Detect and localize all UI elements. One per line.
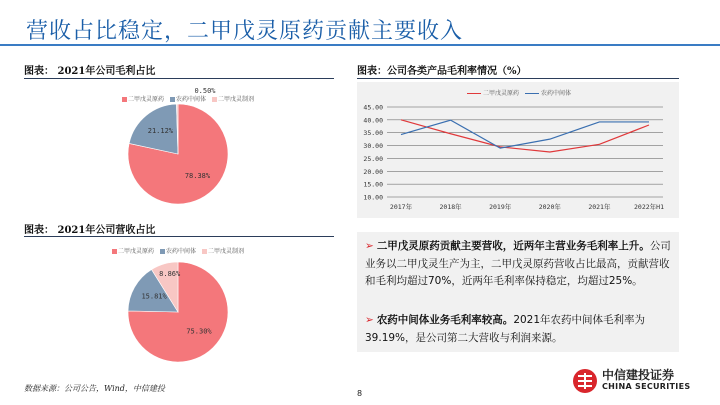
y-tick-label: 45.00 — [363, 103, 383, 112]
series-line — [401, 120, 649, 152]
pie-data-label: 15.81% — [141, 292, 167, 301]
bullet-2-heading: 农药中间体业务毛利率较高。 — [376, 314, 514, 326]
chart1-panel — [24, 80, 334, 210]
logo-cn-text: 中信建投证券 — [602, 368, 675, 382]
bullet-1 — [365, 238, 675, 291]
bullet-2-text: 2021年农药中间体毛利率为39.19%，是公司第二大营收与利润来源。 — [365, 314, 646, 344]
x-tick-label: 2019年 — [489, 203, 512, 211]
chart3-rule — [24, 236, 334, 237]
x-tick-label: 2017年 — [389, 203, 413, 211]
pie-chart-revenue — [24, 238, 334, 368]
x-tick-label: 2020年 — [538, 203, 561, 211]
legend-item: 二甲戊灵原药 — [122, 94, 164, 103]
summary-callout — [357, 232, 679, 352]
chart2-panel — [357, 82, 679, 218]
x-tick-label: 2021年 — [588, 203, 611, 211]
x-tick-label: 2022年H1 — [634, 203, 664, 211]
pie-data-label: 78.38% — [184, 172, 211, 181]
y-tick-label: 35.00 — [363, 129, 383, 138]
bullet-1-text: 公司业务以二甲戊灵生产为主，二甲戊灵原药营收占比最高，贡献营收和毛利均超过70%，近两年毛利率保持稳定，均超过25%。 — [365, 240, 671, 287]
y-tick-label: 10.00 — [363, 193, 383, 202]
y-tick-label: 15.00 — [363, 180, 383, 189]
legend-item: 二甲戊灵制剂 — [212, 94, 254, 103]
legend-item: 二甲戊灵原药 — [467, 88, 519, 97]
legend-item: 二甲戊灵制剂 — [202, 246, 244, 255]
y-tick-label: 25.00 — [363, 154, 383, 163]
y-tick-label: 20.00 — [363, 167, 383, 176]
arrow-icon: ➢ — [365, 314, 374, 326]
bullet-1-heading: 二甲戊灵原药贡献主要营收，近两年主营业务毛利率上升。 — [376, 240, 650, 252]
chart3-label: 图表： 2021年公司营收占比 — [24, 225, 156, 236]
page-number: 8 — [357, 389, 363, 398]
arrow-icon: ➢ — [365, 240, 374, 252]
chart2-label: 图表：公司各类产品毛利率情况（%） — [357, 66, 527, 77]
series-line — [401, 120, 649, 148]
page-title: 营收占比稳定，二甲戊灵原药贡献主要收入 — [26, 19, 464, 44]
y-tick-label: 40.00 — [363, 116, 383, 125]
legend-item: 农药中间体 — [170, 94, 206, 103]
legend-item: 农药中间体 — [160, 246, 196, 255]
pie-data-label: 8.86% — [159, 269, 181, 278]
x-tick-label: 2018年 — [439, 203, 462, 211]
logo-en-text: CHINA SECURITIES — [602, 382, 691, 391]
legend-item: 农药中间体 — [525, 88, 571, 97]
pie-data-label: 21.12% — [147, 126, 174, 135]
chart1-rule — [24, 78, 334, 79]
pie-chart-gross-profit — [24, 80, 334, 210]
chart1-label: 图表： 2021年公司毛利占比 — [24, 66, 156, 77]
chart3-panel — [24, 238, 334, 368]
bullet-2 — [365, 312, 675, 347]
logo-mark-icon — [572, 368, 598, 394]
chart2-rule — [357, 78, 679, 79]
pie-data-label: 75.30% — [186, 327, 212, 336]
company-logo — [572, 366, 692, 396]
line-chart-margin — [357, 82, 679, 218]
legend-item: 二甲戊灵原药 — [112, 246, 154, 255]
source-note: 数据来源：公司公告，Wind，中信建投 — [24, 384, 165, 393]
y-tick-label: 30.00 — [363, 142, 383, 151]
title-divider — [0, 44, 720, 46]
pie-data-label: 0.50% — [194, 87, 216, 96]
